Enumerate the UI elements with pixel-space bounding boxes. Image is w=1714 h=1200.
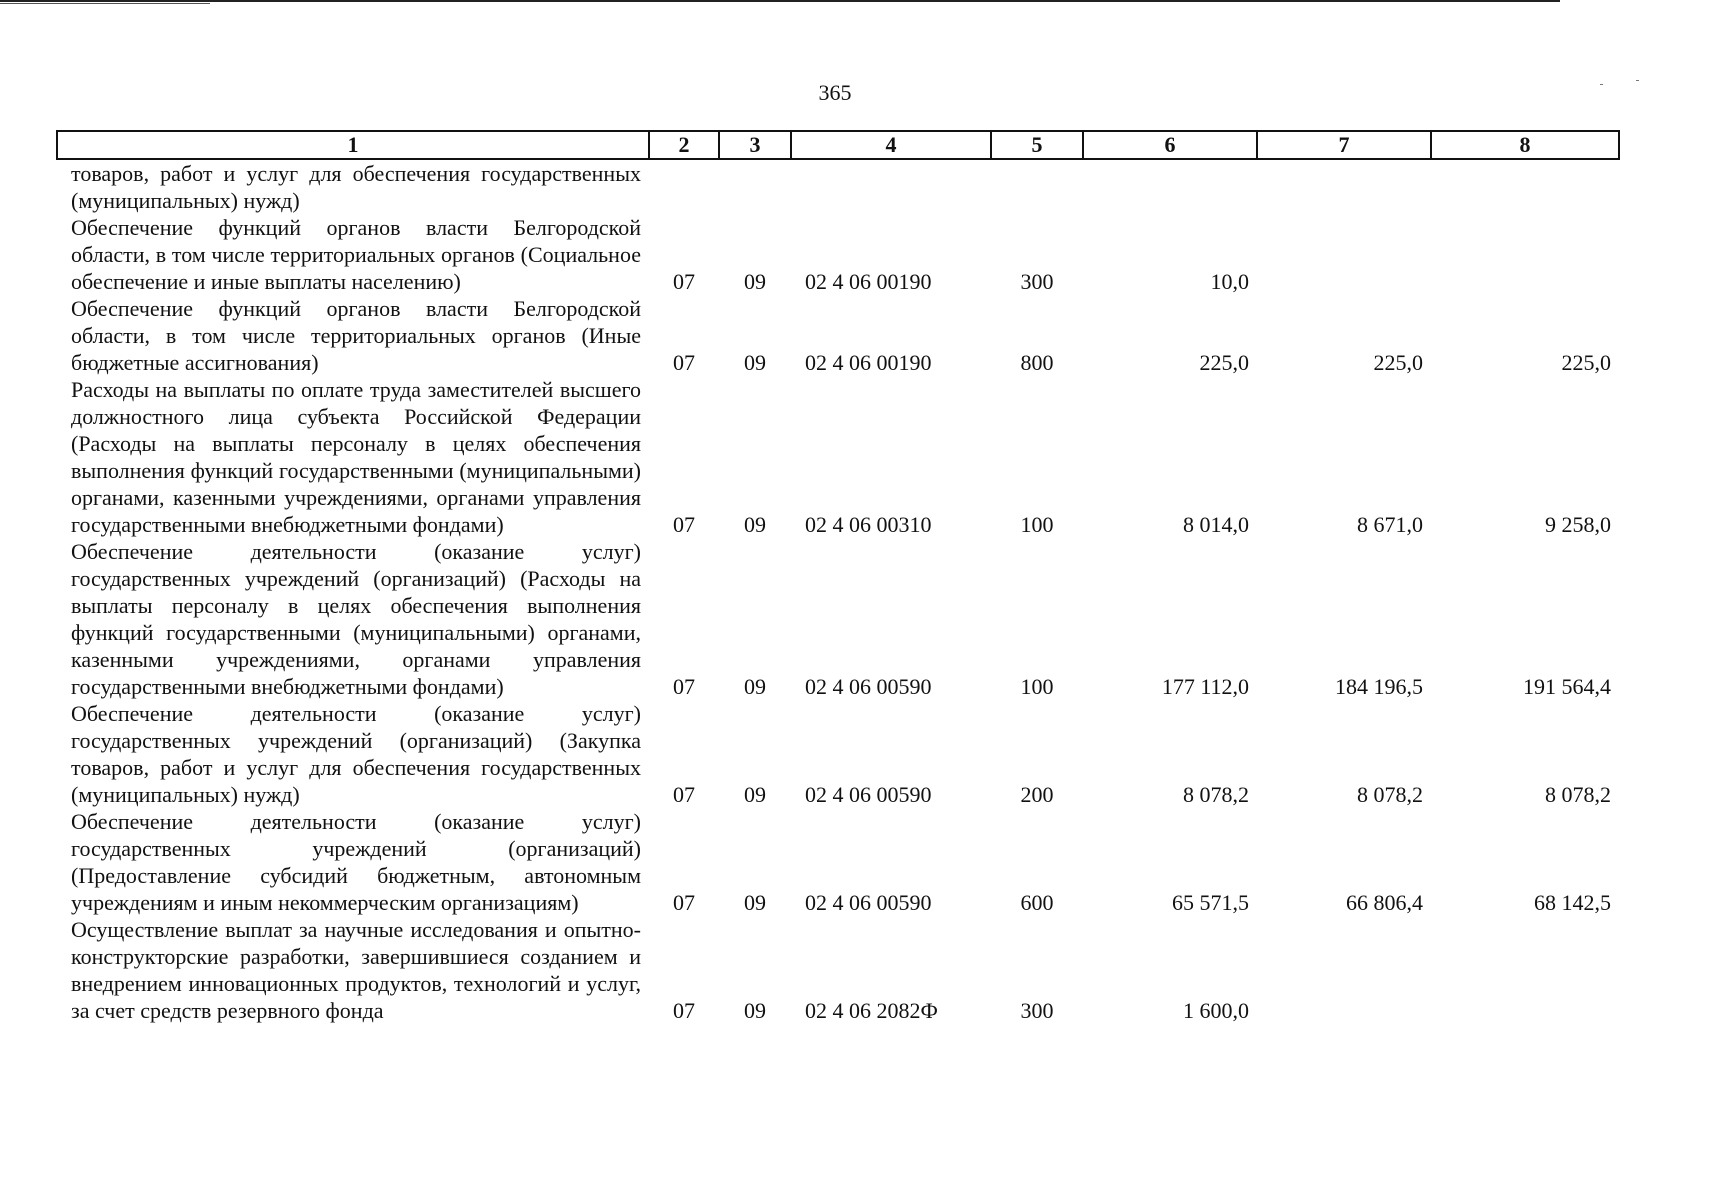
row-description: Осуществление выплат за научные исследования и опытно-конструкторские разработки, завершившиеся созданием и внедрением инновационных продуктов, технологий и услуг, за счет средств резервного фонда [71,917,641,1023]
row-amount-col8: 9 258,0 [1545,512,1611,537]
row-section: 07 [673,998,695,1023]
row-amount-col8: 191 564,4 [1523,674,1611,699]
header-row [57,131,1619,159]
row-description: Обеспечение деятельности (оказание услуг) государственных учреждений (организаций) (Расходы на выплаты персоналу в целях обеспечения выполнения функций государственными (муниципальными) органами, казенными учреждениями, органами управления государственными внебюджетными фондами) [71,539,641,699]
row-description: Обеспечение деятельности (оказание услуг) государственных учреждений (организаций) (Закупка товаров, работ и услуг для обеспечения государственных (муниципальных) нужд) [71,701,641,807]
table-row [57,916,1619,1024]
row-expense-type: 100 [1020,512,1054,537]
row-expense-type: 300 [1020,998,1054,1023]
header-col-5: 5 [991,131,1083,159]
scan-top-edge [0,0,1560,2]
row-amount-col6: 8 078,2 [1183,782,1249,807]
row-expense-type: 100 [1020,674,1054,699]
row-amount-col8: 8 078,2 [1545,782,1611,807]
row-amount-col6: 225,0 [1199,350,1249,375]
row-amount-col6: 65 571,5 [1172,890,1249,915]
header-col-7: 7 [1257,131,1431,159]
row-amount-col6 [1083,159,1257,214]
row-target-article [791,159,991,214]
table-row [57,808,1619,916]
row-subsection: 09 [744,890,766,915]
row-expense-type: 300 [1020,269,1054,294]
row-amount-col7 [1257,916,1431,1024]
scan-top-edge-shadow [0,3,210,4]
row-target-article: 02 4 06 00190 [805,269,932,294]
budget-table [56,130,1620,1024]
row-expense-type [991,159,1083,214]
row-amount-col7: 66 806,4 [1346,890,1423,915]
row-amount-col7 [1257,214,1431,295]
row-target-article: 02 4 06 00310 [805,512,932,537]
row-description: Обеспечение деятельности (оказание услуг) государственных учреждений (организаций) (Предоставление субсидий бюджетным, автономным учреждениям и иным некоммерческим организациям) [71,809,641,915]
row-subsection: 09 [744,350,766,375]
table-row [57,376,1619,538]
row-target-article: 02 4 06 2082Ф [805,998,938,1023]
header-col-2: 2 [649,131,719,159]
row-amount-col6: 177 112,0 [1161,674,1249,699]
table-row [57,700,1619,808]
row-target-article: 02 4 06 00590 [805,890,932,915]
row-expense-type: 800 [1020,350,1054,375]
row-description: Обеспечение функций органов власти Белгородской области, в том числе территориальных органов (Социальное обеспечение и иные выплаты населению) [71,215,641,294]
row-expense-type: 600 [1020,890,1054,915]
row-amount-col7: 8 671,0 [1357,512,1423,537]
row-description: Расходы на выплаты по оплате труда заместителей высшего должностного лица субъекта Российской Федерации (Расходы на выплаты персоналу в целях обеспечения выполнения функций государственными (муниципальными) органами, казенными учреждениями, органами управления государственными внебюджетными фондами) [71,377,641,537]
row-target-article: 02 4 06 00590 [805,674,932,699]
row-amount-col6: 8 014,0 [1183,512,1249,537]
row-subsection: 09 [744,782,766,807]
header-col-6: 6 [1083,131,1257,159]
row-section: 07 [673,782,695,807]
table-row [57,295,1619,376]
row-target-article: 02 4 06 00190 [805,350,932,375]
row-section [649,159,719,214]
row-section: 07 [673,512,695,537]
table-header [57,131,1619,159]
row-amount-col8: 225,0 [1561,350,1611,375]
row-description: Обеспечение функций органов власти Белгородской области, в том числе территориальных органов (Иные бюджетные ассигнования) [71,296,641,375]
page-number: 365 [818,80,852,105]
header-col-8: 8 [1431,131,1619,159]
row-amount-col7: 8 078,2 [1357,782,1423,807]
table-row [57,159,1619,214]
header-col-4: 4 [791,131,991,159]
row-amount-col8 [1431,916,1619,1024]
row-subsection [719,159,791,214]
row-amount-col8 [1431,214,1619,295]
row-subsection: 09 [744,998,766,1023]
table-body [57,159,1619,1024]
row-description: товаров, работ и услуг для обеспечения государственных (муниципальных) нужд) [71,161,641,213]
row-subsection: 09 [744,269,766,294]
header-col-1: 1 [57,131,649,159]
row-section: 07 [673,890,695,915]
row-subsection: 09 [744,512,766,537]
row-section: 07 [673,269,695,294]
row-subsection: 09 [744,674,766,699]
table-row [57,538,1619,700]
row-amount-col7: 184 196,5 [1335,674,1423,699]
table-row [57,214,1619,295]
row-amount-col6: 10,0 [1210,269,1249,294]
row-expense-type: 200 [1020,782,1054,807]
row-target-article: 02 4 06 00590 [805,782,932,807]
row-amount-col6: 1 600,0 [1183,998,1249,1023]
row-section: 07 [673,350,695,375]
row-amount-col7: 225,0 [1373,350,1423,375]
row-section: 07 [673,674,695,699]
row-amount-col8 [1431,159,1619,214]
header-col-3: 3 [719,131,791,159]
row-amount-col8: 68 142,5 [1534,890,1611,915]
row-amount-col7 [1257,159,1431,214]
